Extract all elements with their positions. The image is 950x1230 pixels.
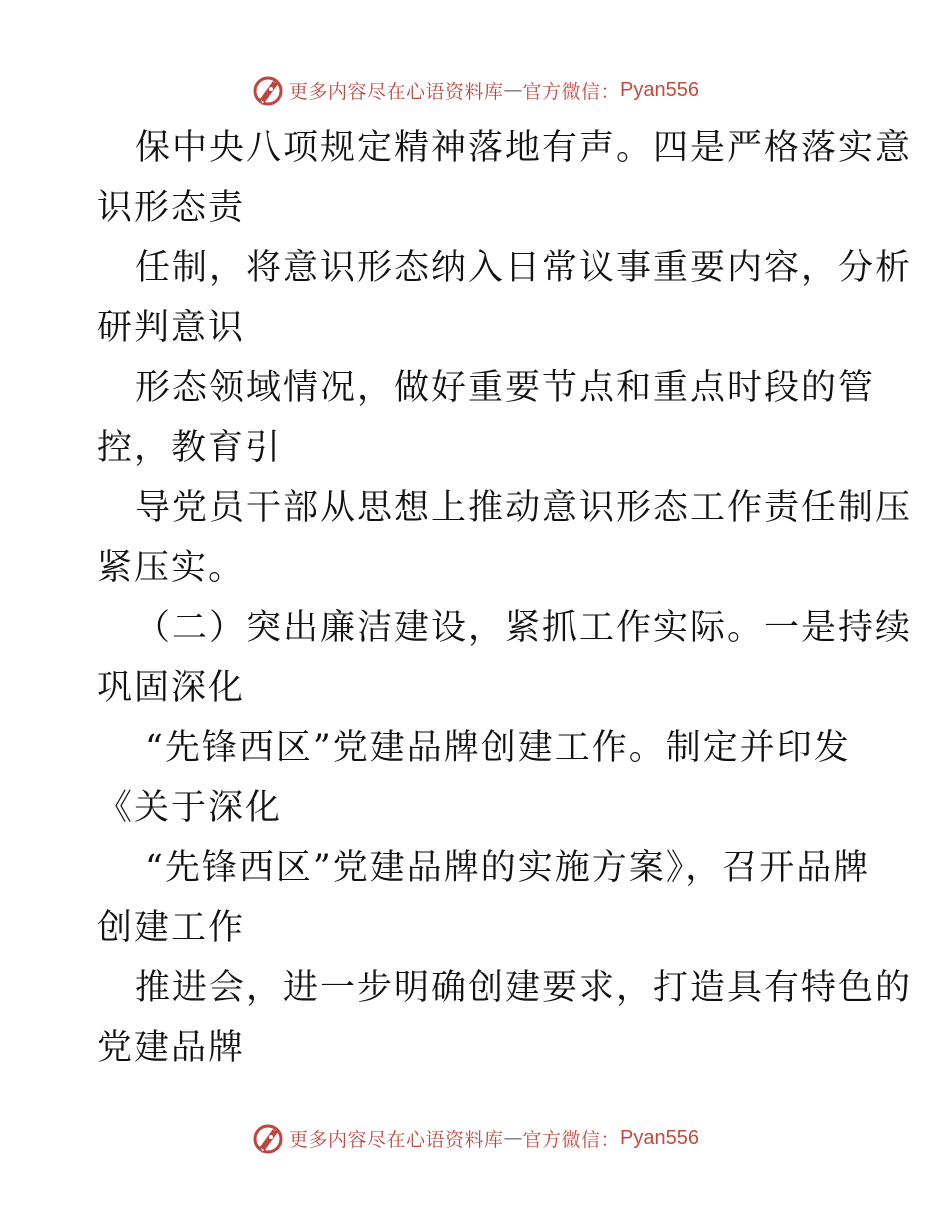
body-line: 保中央八项规定精神落地有声。四是严格落实意 xyxy=(135,128,913,168)
body-line: 任制，将意识形态纳入日常议事重要内容，分析 xyxy=(135,248,913,288)
header-wechat-label: 官方微信： xyxy=(522,80,621,103)
body-line: （二）突出廉洁建设，紧抓工作实际。一是持续 xyxy=(135,608,913,648)
body-line: “先锋西区”党建品牌创建工作。制定并印发 xyxy=(145,728,851,768)
body-line: “先锋西区”党建品牌的实施方案》，召开品牌 xyxy=(145,848,871,888)
header-brand-text: 更多内容尽在心语资料库 xyxy=(289,80,504,103)
document-body xyxy=(97,118,913,1078)
pen-logo-icon xyxy=(251,73,285,107)
body-line: 导党员干部从思想上推动意识形态工作责任制压 xyxy=(135,488,913,528)
pen-logo-icon xyxy=(251,1121,285,1155)
header-banner xyxy=(0,70,950,110)
body-line: 紧压实。 xyxy=(97,548,246,588)
footer-wechat-id: Pyan556 xyxy=(620,1126,699,1149)
body-line: 巩固深化 xyxy=(97,668,246,708)
body-line: 创建工作 xyxy=(97,908,246,948)
body-line: 推进会，进一步明确创建要求，打造具有特色的 xyxy=(135,968,913,1008)
header-dash: — xyxy=(503,79,523,101)
footer-wechat-label: 官方微信： xyxy=(522,1128,621,1151)
body-line: 识形态责 xyxy=(97,188,246,228)
body-line: 《关于深化 xyxy=(97,788,283,828)
footer-brand-text: 更多内容尽在心语资料库 xyxy=(289,1128,504,1151)
body-line: 形态领域情况，做好重要节点和重点时段的管 xyxy=(135,368,876,408)
body-line: 研判意识 xyxy=(97,308,246,348)
body-line: 党建品牌 xyxy=(97,1028,246,1068)
footer-banner xyxy=(0,1118,950,1158)
body-line: 控，教育引 xyxy=(97,428,283,468)
header-wechat-id: Pyan556 xyxy=(620,78,699,101)
footer-dash: — xyxy=(503,1127,523,1149)
